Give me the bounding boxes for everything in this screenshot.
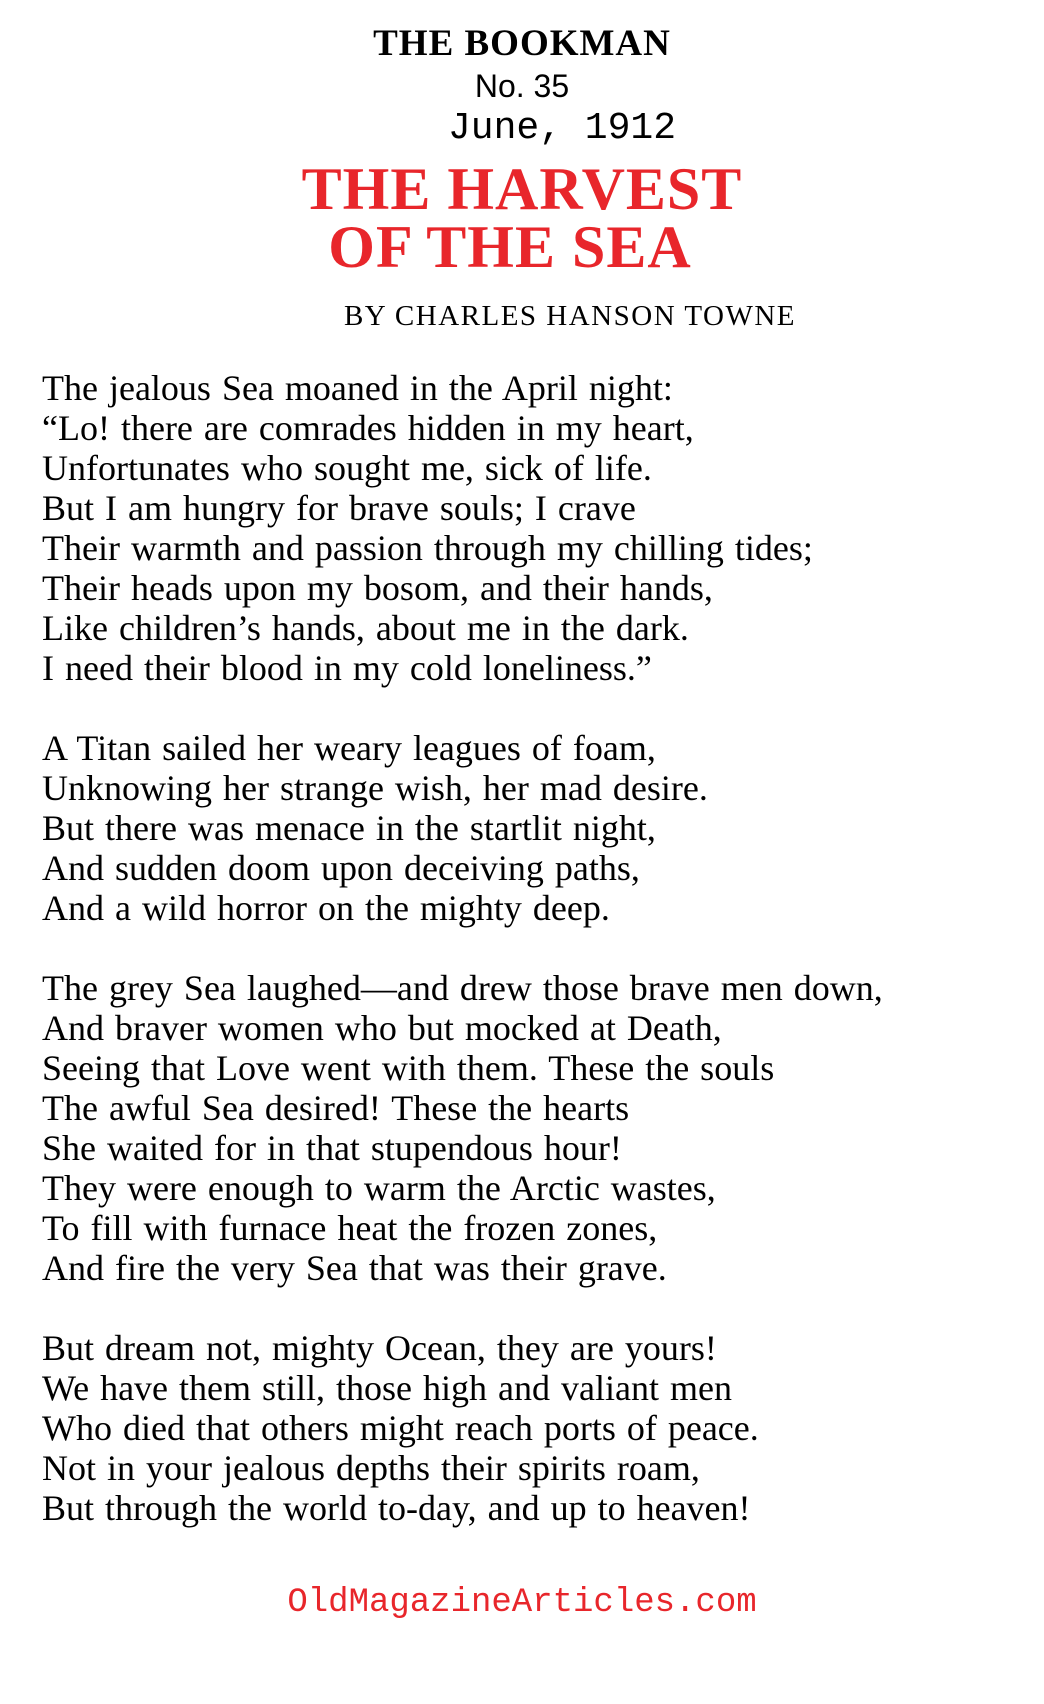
byline: BY CHARLES HANSON TOWNE: [343, 300, 797, 332]
article-title-line-1: THE HARVEST: [301, 156, 743, 222]
poem-stanza: [42, 968, 1032, 1288]
poem-line: A Titan sailed her weary leagues of foam,: [42, 728, 656, 768]
poem-line: But there was menace in the startlit night,: [42, 808, 656, 848]
poem-line: Their warmth and passion through my chilling tides;: [42, 528, 813, 568]
article-title-line-2: OF THE SEA: [328, 214, 692, 280]
poem-line: But through the world to-day, and up to heaven!: [42, 1488, 751, 1528]
poem-line: Like children’s hands, about me in the dark.: [42, 608, 689, 648]
magazine-name: THE BOOKMAN: [373, 23, 671, 64]
poem-line: “Lo! there are comrades hidden in my heart,: [42, 408, 694, 448]
poem-line: The jealous Sea moaned in the April night:: [42, 368, 673, 408]
issue-number: No. 35: [474, 68, 570, 104]
poem-line: But dream not, mighty Ocean, they are yours!: [42, 1328, 717, 1368]
poem-line: She waited for in that stupendous hour!: [42, 1128, 622, 1168]
poem-line: But I am hungry for brave souls; I crave: [42, 488, 636, 528]
poem-line: And sudden doom upon deceiving paths,: [42, 848, 640, 888]
poem-stanza: [42, 1328, 1032, 1528]
source-watermark[interactable]: OldMagazineArticles.com: [287, 1584, 757, 1622]
poem-line: Their heads upon my bosom, and their hands,: [42, 568, 713, 608]
poem-line: To fill with furnace heat the frozen zones,: [42, 1208, 658, 1248]
poem-line: The grey Sea laughed—and drew those brave men down,: [42, 968, 883, 1008]
poem-line: And fire the very Sea that was their grave.: [42, 1248, 667, 1288]
poem-line: Who died that others might reach ports of peace.: [42, 1408, 759, 1448]
poem-line: Unfortunates who sought me, sick of life.: [42, 448, 652, 488]
poem-line: Not in your jealous depths their spirits roam,: [42, 1448, 700, 1488]
poem-line: They were enough to warm the Arctic wastes,: [42, 1168, 716, 1208]
poem-body: [42, 368, 1032, 1568]
poem-line: Seeing that Love went with them. These the souls: [42, 1048, 775, 1088]
issue-date: June, 1912: [447, 107, 677, 150]
poem-stanza: [42, 368, 1032, 688]
poem-line: The awful Sea desired! These the hearts: [42, 1088, 630, 1128]
poem-line: I need their blood in my cold loneliness.”: [42, 648, 652, 688]
poem-line: Unknowing her strange wish, her mad desire.: [42, 768, 708, 808]
poem-line: We have them still, those high and valiant men: [42, 1368, 732, 1408]
poem-line: And braver women who but mocked at Death,: [42, 1008, 722, 1048]
poem-line: And a wild horror on the mighty deep.: [42, 888, 610, 928]
poem-stanza: [42, 728, 1032, 928]
